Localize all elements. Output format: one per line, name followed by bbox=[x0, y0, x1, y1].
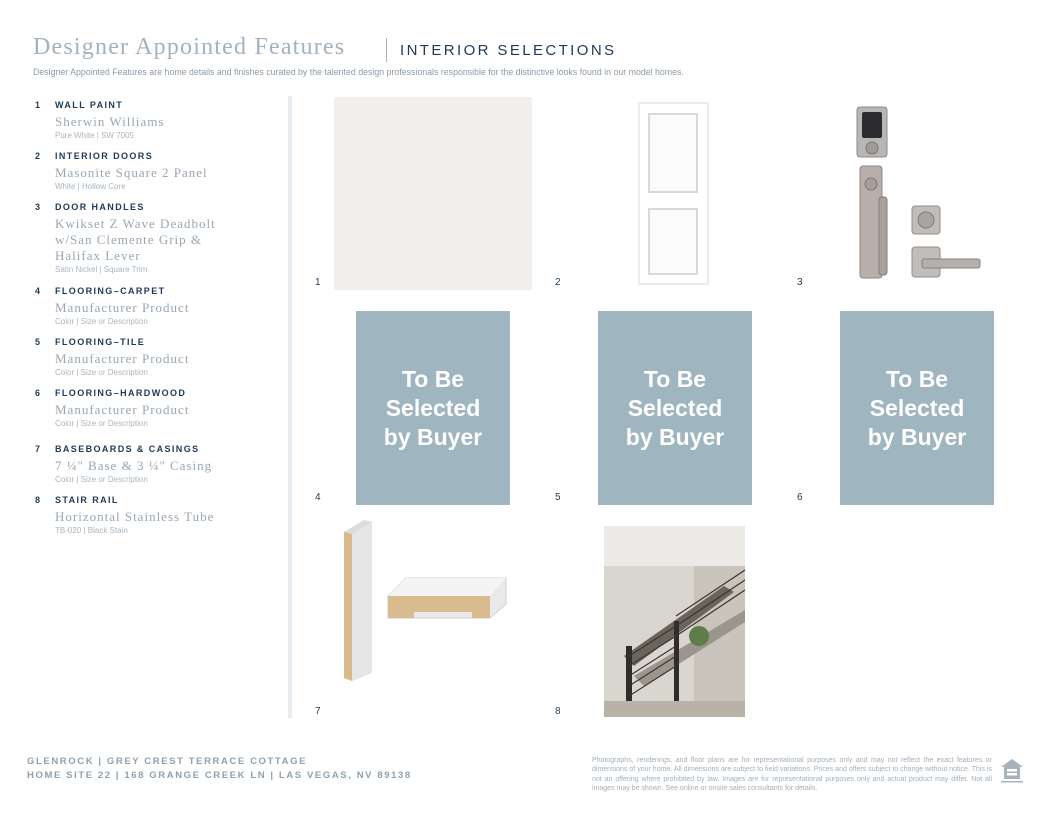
selection-category: FLOORING–CARPET bbox=[55, 286, 166, 296]
placeholder-line: Selected bbox=[385, 394, 481, 421]
selection-details: Pure White | SW 7005 bbox=[55, 131, 134, 140]
placeholder-line: by Buyer bbox=[867, 423, 967, 450]
selection-item-baseboards-casings bbox=[35, 444, 275, 484]
placeholder-line: by Buyer bbox=[625, 423, 725, 450]
tile-number: 1 bbox=[315, 277, 321, 288]
selection-item-stair-rail bbox=[35, 495, 275, 535]
selection-product: Masonite Square 2 Panel bbox=[55, 165, 208, 180]
title-divider bbox=[386, 38, 387, 62]
baseboard-casing-image bbox=[340, 518, 512, 684]
selection-number: 5 bbox=[35, 337, 42, 347]
selection-number: 2 bbox=[35, 151, 42, 161]
selection-product: Horizontal Stainless Tube bbox=[55, 509, 215, 524]
selection-product: Manufacturer Product bbox=[55, 402, 190, 417]
page-description: Designer Appointed Features are home details and finishes curated by the talented design professionals responsible for the distinctive looks found in our model homes. bbox=[33, 67, 684, 77]
tile-number: 5 bbox=[555, 492, 561, 503]
selection-item-door-handles bbox=[35, 202, 275, 274]
selection-category: DOOR HANDLES bbox=[55, 202, 145, 212]
page-subtitle: INTERIOR SELECTIONS bbox=[400, 42, 617, 59]
placeholder-line: by Buyer bbox=[383, 423, 483, 450]
selection-details: Color | Size or Description bbox=[55, 317, 148, 326]
equal-housing-opportunity-icon bbox=[999, 757, 1025, 785]
placeholder-line: To Be bbox=[885, 365, 949, 392]
tile-number: 6 bbox=[797, 492, 803, 503]
page-title: Designer Appointed Features bbox=[33, 34, 346, 60]
selection-item-interior-doors bbox=[35, 151, 275, 191]
selection-details: White | Hollow Core bbox=[55, 182, 126, 191]
selection-item-flooring-tile bbox=[35, 337, 275, 377]
selection-number: 8 bbox=[35, 495, 42, 505]
stair-rail-photo bbox=[604, 526, 745, 717]
selection-number: 6 bbox=[35, 388, 42, 398]
selection-number: 4 bbox=[35, 286, 42, 296]
selection-product: 7 ¼" Base & 3 ¼" Casing bbox=[55, 458, 213, 473]
selection-number: 7 bbox=[35, 444, 42, 454]
tile-number: 3 bbox=[797, 277, 803, 288]
selection-item-flooring-carpet bbox=[35, 286, 275, 326]
to-be-selected-tile bbox=[840, 311, 994, 505]
tile-number: 7 bbox=[315, 706, 321, 717]
footer-disclaimer: Photographs, renderings, and floor plans are for representational purposes only and may not reflect the exact features or dimensions of your home. All dimensions are subject to field variations. Prices and offers subject to change without notice. This is not an offering where prohibited by law. Images are for representational purposes only and actual product may differ. Not all images may be shown. See online or onsite sales consultants for details. bbox=[592, 757, 992, 793]
tile-number: 2 bbox=[555, 277, 561, 288]
selection-category: STAIR RAIL bbox=[55, 495, 119, 505]
selection-item-flooring-hardwood bbox=[35, 388, 275, 428]
selection-details: Color | Size or Description bbox=[55, 368, 148, 377]
selection-number: 1 bbox=[35, 100, 42, 110]
wall-paint-swatch bbox=[334, 97, 532, 290]
placeholder-line: To Be bbox=[643, 365, 707, 392]
selection-item-wall-paint bbox=[35, 100, 275, 140]
selection-category: BASEBOARDS & CASINGS bbox=[55, 444, 200, 454]
placeholder-line: To Be bbox=[401, 365, 465, 392]
selection-category: WALL PAINT bbox=[55, 100, 124, 110]
selection-details: Color | Size or Description bbox=[55, 419, 148, 428]
selection-number: 3 bbox=[35, 202, 42, 212]
column-divider bbox=[288, 96, 292, 718]
footer-address: HOME SITE 22 | 168 GRANGE CREEK LN | LAS VEGAS, NV 89138 bbox=[27, 770, 412, 781]
to-be-selected-tile bbox=[356, 311, 510, 505]
selection-product: Manufacturer Product bbox=[55, 351, 190, 366]
selection-details: Color | Size or Description bbox=[55, 475, 148, 484]
door-handles-image bbox=[852, 104, 984, 284]
selection-category: FLOORING–HARDWOOD bbox=[55, 388, 187, 398]
tile-number: 8 bbox=[555, 706, 561, 717]
interior-door-image bbox=[638, 102, 710, 286]
selection-details: TB-020 | Black Stain bbox=[55, 526, 128, 535]
selection-product: Sherwin Williams bbox=[55, 114, 165, 129]
placeholder-line: Selected bbox=[627, 394, 723, 421]
selection-product: Kwikset Z Wave Deadbolt w/San Clemente Grip & Halifax Lever bbox=[55, 216, 216, 263]
tile-number: 4 bbox=[315, 492, 321, 503]
selection-product: Manufacturer Product bbox=[55, 300, 190, 315]
footer-community: GLENROCK | GREY CREST TERRACE COTTAGE bbox=[27, 756, 308, 767]
selection-category: INTERIOR DOORS bbox=[55, 151, 154, 161]
selection-category: FLOORING–TILE bbox=[55, 337, 146, 347]
to-be-selected-tile bbox=[598, 311, 752, 505]
selection-details: Satin Nickel | Square Trim bbox=[55, 265, 148, 274]
placeholder-line: Selected bbox=[869, 394, 965, 421]
